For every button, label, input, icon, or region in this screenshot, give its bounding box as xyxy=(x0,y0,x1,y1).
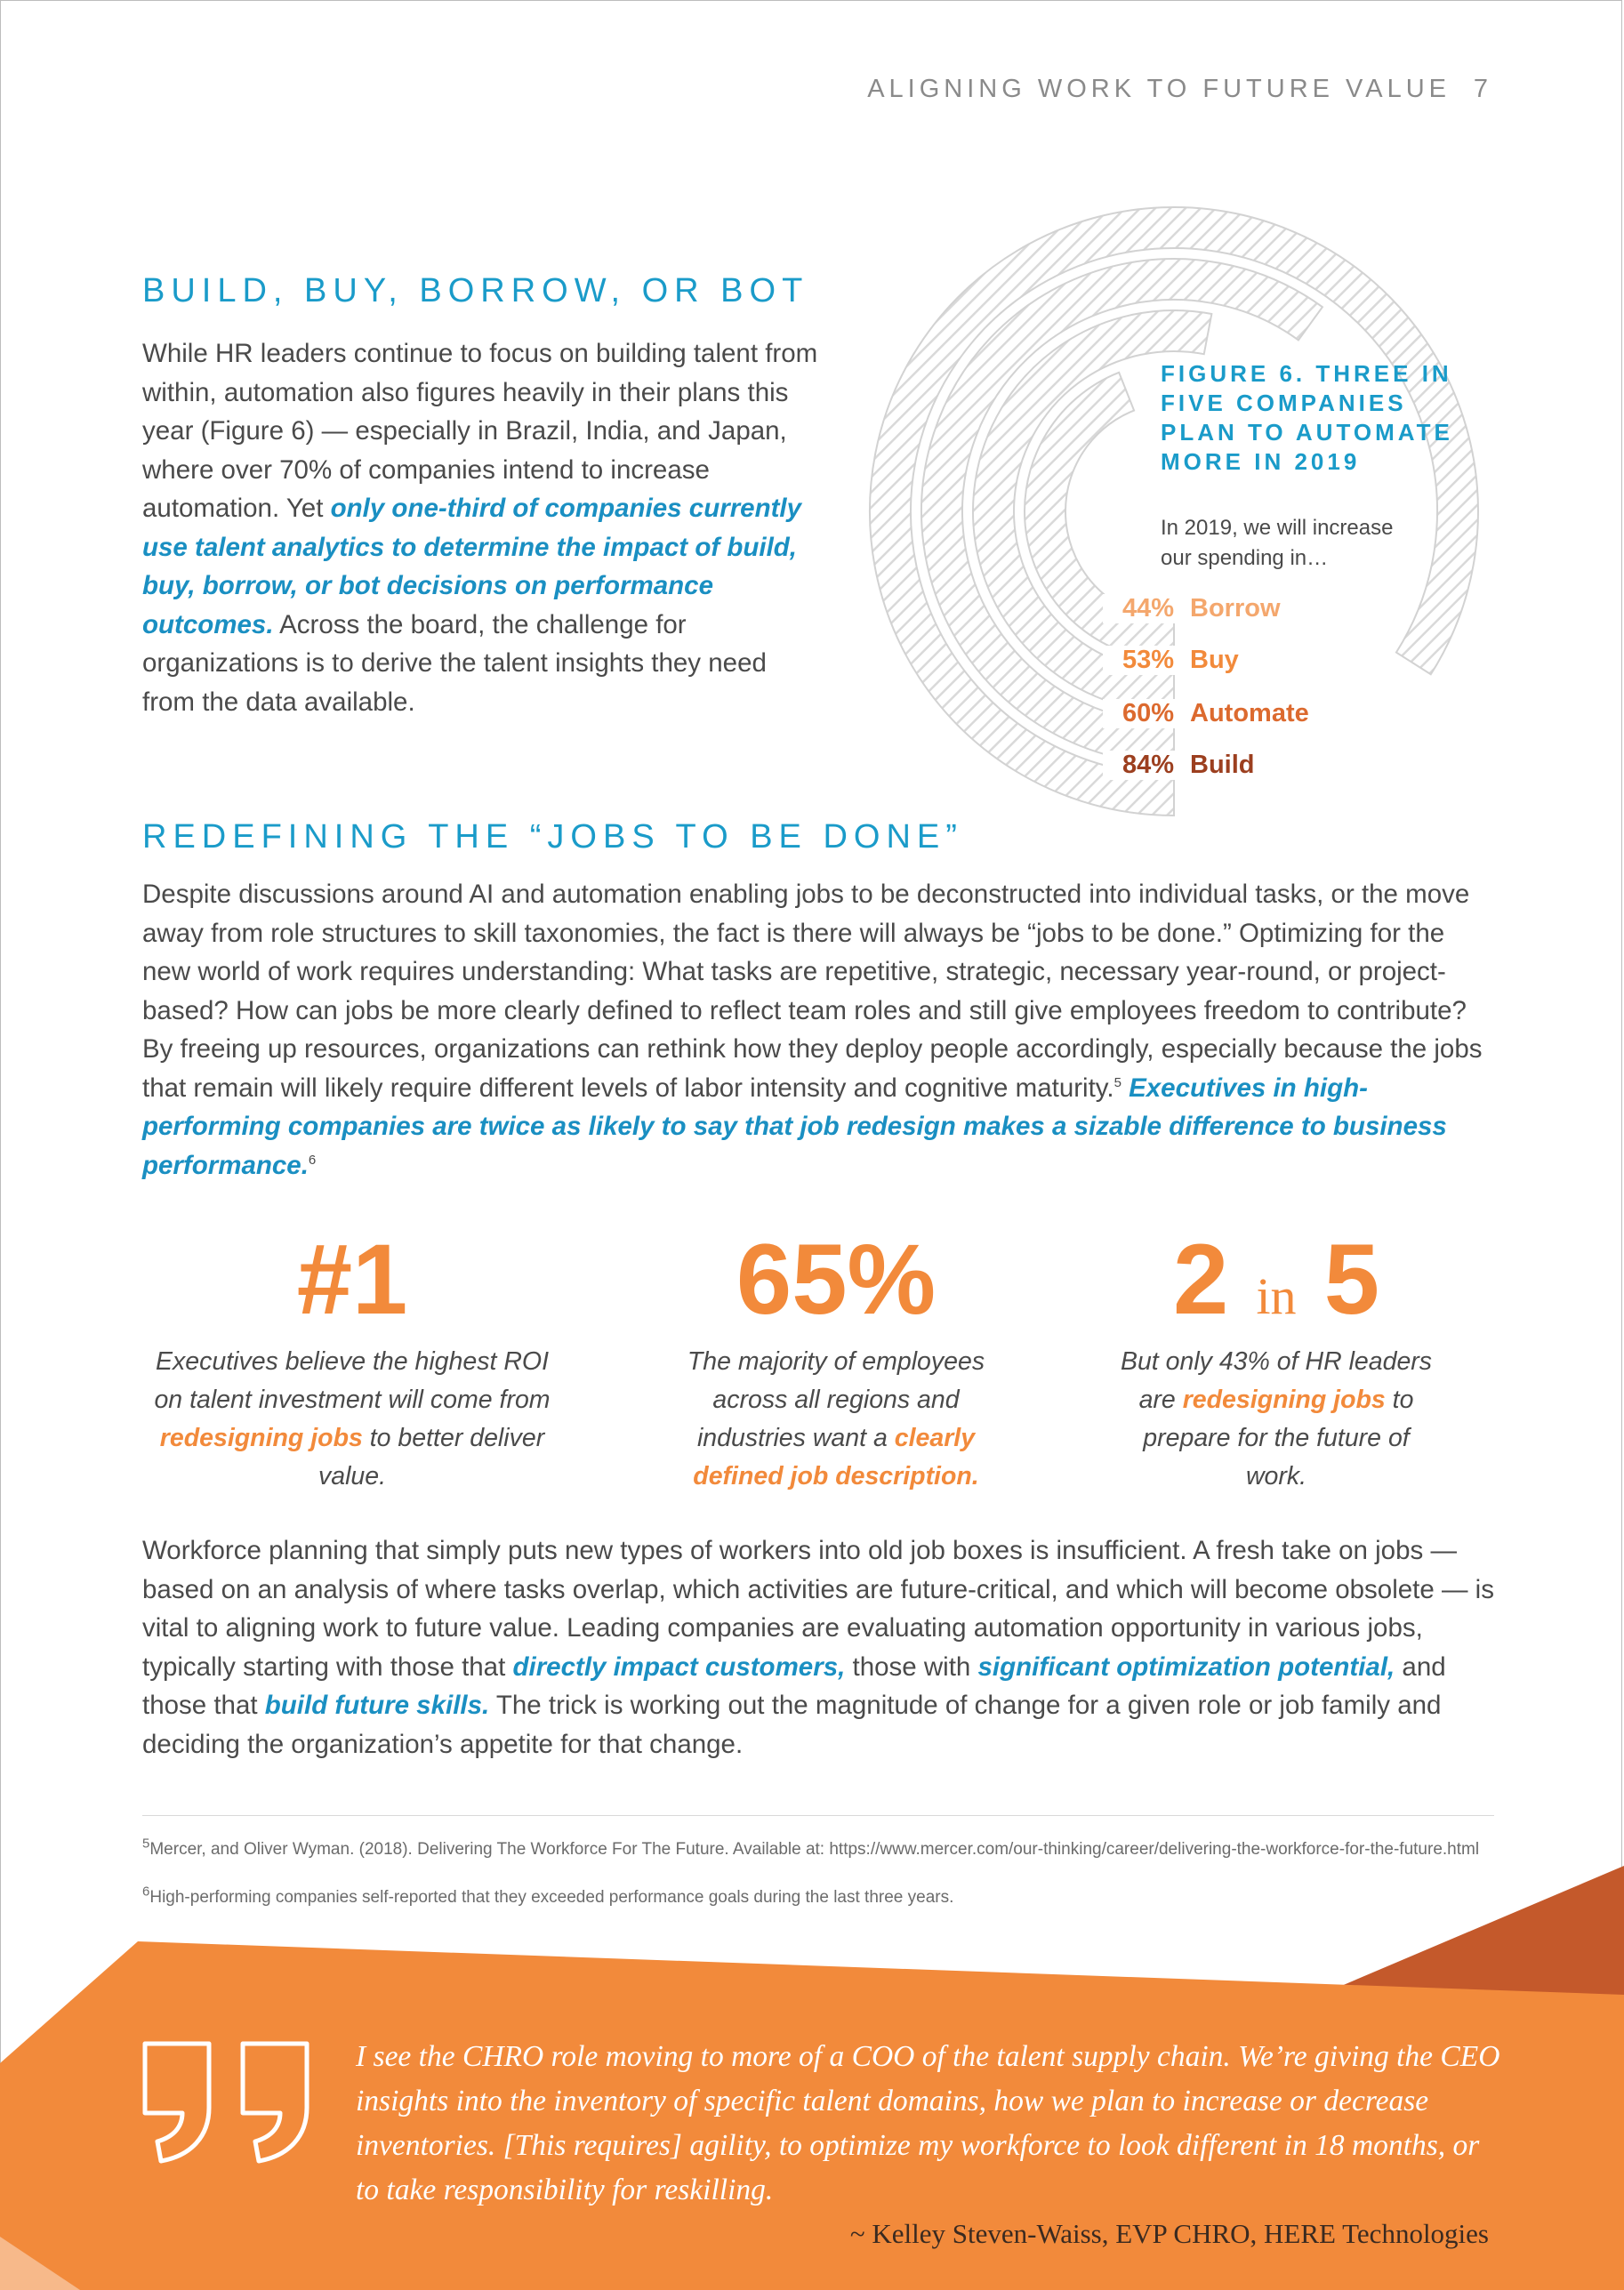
stat-value: 65% xyxy=(736,1224,937,1335)
figure-label-automate: Automate xyxy=(1190,699,1309,727)
footnote-ref-6: 6 xyxy=(308,1152,317,1168)
quote-text: I see the CHRO role moving to more of a COO of the talent supply chain. We’re giving the CEO insights into the inventory of specific talent domains, how we plan to increase or decrease inventories. [This requires] agility, to optimize my workforce to look different in 18 months, or to take responsibility for reskilling. xyxy=(356,2040,1500,2206)
figure-subtitle: In 2019, we will increase our spending in… xyxy=(1161,516,1394,570)
figure-value-build: 84% xyxy=(1122,751,1174,779)
footnote-5: $^5$Mercer, and Oliver Wyman. (2018). Delivering The Workforce For The Future. Available at: https://www.mercer.com/our-thinking/career/delivering-the-workforce-for-the-future.html xyxy=(142,1836,1480,1859)
section3-emphasis-3: build future skills. xyxy=(264,1691,490,1720)
figure-label-borrow: Borrow xyxy=(1190,594,1281,623)
quote-attribution: ~ Kelley Steven-Waiss, EVP CHRO, HERE Technologies xyxy=(849,2218,1489,2249)
section3-emphasis-1: directly impact customers, xyxy=(512,1651,846,1682)
figure-value-buy: 53% xyxy=(1122,646,1174,674)
section3-paragraph: Workforce planning that simply puts new types of workers into old job boxes is insufficient. A fresh take on jobs — based on an analysis of where tasks overlap, which activities are future-critical, and which will become obsolete — is vital to aligning work to future value. Leading companies are evaluating automation opportunity in various jobs, typically starting with those that directly impact customers, those with significant optimization potential, and those that build future skills. The trick is working out the magnitude of change for a given role or job family and deciding the organization’s appetite for that change. xyxy=(142,1536,1494,1759)
stat-description: Executives believe the highest ROI on talent investment will come from redesigning jobs to better deliver value. xyxy=(154,1347,551,1491)
section1-text-b: Across the board, the challenge for organizations is to derive the talent insights they need from the data available. xyxy=(142,609,767,717)
footnote-ref-5: 5 xyxy=(1113,1074,1122,1090)
figure-label-build: Build xyxy=(1190,751,1255,779)
stat-value: 2 in 5 xyxy=(1173,1224,1379,1335)
section-heading-jobs-to-be-done: REDEFINING THE “JOBS TO BE DONE” xyxy=(142,818,963,856)
section2-emphasis: Executives in high-performing companies are twice as likely to say that job redesign makes a sizable difference to business performance. xyxy=(142,1073,1447,1180)
running-title: ALIGNING WORK TO FUTURE VALUE xyxy=(867,75,1451,103)
figure-value-automate: 60% xyxy=(1122,699,1174,727)
quote-mark-icon xyxy=(138,2037,325,2165)
section3-emphasis-2: significant optimization potential, xyxy=(977,1651,1395,1682)
section-heading-build-buy: BUILD, BUY, BORROW, OR BOT xyxy=(142,272,809,309)
page-number: 7 xyxy=(1473,75,1488,103)
section2-text-a: Despite discussions around AI and automation enabling jobs to be deconstructed into individual tasks, or the move away from role structures to skill taxonomies, the fact is there will always be “jobs to be done.” Optimizing for the new world of work requires understanding: What tasks are repetitive, strategic, necessary year-round, or project-based? How can jobs be more clearly defined to reflect team roles and still give employees freedom to contribute? By freeing up resources, organizations can rethink how they deploy people accordingly, especially because the jobs that remain will likely require different levels of labor intensity and cognitive maturity. xyxy=(142,880,1483,1103)
stat-highlight: clearly defined job description. xyxy=(693,1424,979,1491)
stat-description: The majority of employees across all regions and industries want a clearly defined job description. xyxy=(687,1347,985,1491)
section1-text-a: While HR leaders continue to focus on building talent from within, automation also figures heavily in their plans this year (Figure 6) — especially in Brazil, India, and Japan, where over 70% of companies intend to increase automation. Yet xyxy=(142,339,818,523)
section1-emphasis: only one-third of companies currently use talent analytics to determine the impact of build, buy, borrow, or bot decisions on performance outcomes. xyxy=(142,494,802,639)
stat-description: But only 43% of HR leaders are redesigning jobs to prepare for the future of work. xyxy=(1120,1347,1433,1491)
figure-value-borrow: 44% xyxy=(1122,594,1174,623)
footnote-6: $^6$High-performing companies self-reported that they exceeded performance goals during the last three years. xyxy=(142,1884,954,1907)
figure-title: FIGURE 6. THREE IN FIVE COMPANIES PLAN TO AUTOMATE MORE IN 2019 xyxy=(1161,360,1453,475)
figure-label-buy: Buy xyxy=(1190,646,1239,674)
stat-highlight: redesigning jobs xyxy=(1182,1386,1386,1414)
stat-value: #1 xyxy=(296,1224,408,1335)
stat-highlight: redesigning jobs xyxy=(159,1424,363,1452)
